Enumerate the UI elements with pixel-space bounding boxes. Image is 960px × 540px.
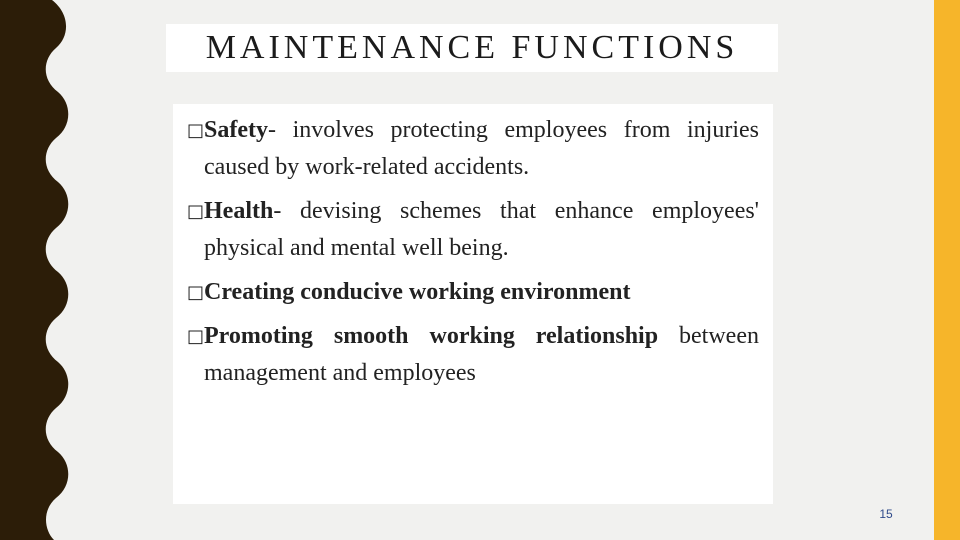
bullet-list bbox=[187, 112, 759, 399]
accent-bar bbox=[934, 0, 960, 540]
checkbox-bullet-icon: □ bbox=[187, 201, 205, 222]
bullet-separator: - bbox=[267, 117, 293, 143]
bullet-continuation: between management and employees bbox=[204, 323, 759, 386]
checkbox-bullet-icon: □ bbox=[187, 282, 205, 303]
bullet-text: Creating conducive working environment bbox=[204, 279, 631, 305]
page-number: 15 bbox=[879, 507, 893, 521]
bullet-environment bbox=[187, 274, 759, 311]
bullet-term: Safety bbox=[204, 117, 268, 143]
checkbox-bullet-icon: □ bbox=[187, 326, 205, 347]
bullet-separator: - bbox=[273, 198, 301, 224]
bullet-term: Health bbox=[204, 198, 274, 224]
bullet-text: Promoting smooth working relationship bbox=[204, 323, 659, 349]
bullet-health bbox=[187, 193, 759, 267]
wavy-left-border bbox=[0, 0, 80, 540]
slide-title: MAINTENANCE FUNCTIONS bbox=[205, 29, 739, 66]
title-box bbox=[166, 24, 778, 72]
wavy-border-shape bbox=[0, 0, 68, 540]
bullet-text: devising schemes that enhance employees' physical and mental well being. bbox=[204, 198, 760, 261]
bullet-relationship bbox=[187, 318, 759, 392]
content-panel bbox=[173, 104, 773, 504]
bullet-text: involves protecting employees from injuries caused by work-related accidents. bbox=[204, 117, 759, 180]
bullet-safety bbox=[187, 112, 759, 186]
checkbox-bullet-icon: □ bbox=[187, 120, 205, 141]
